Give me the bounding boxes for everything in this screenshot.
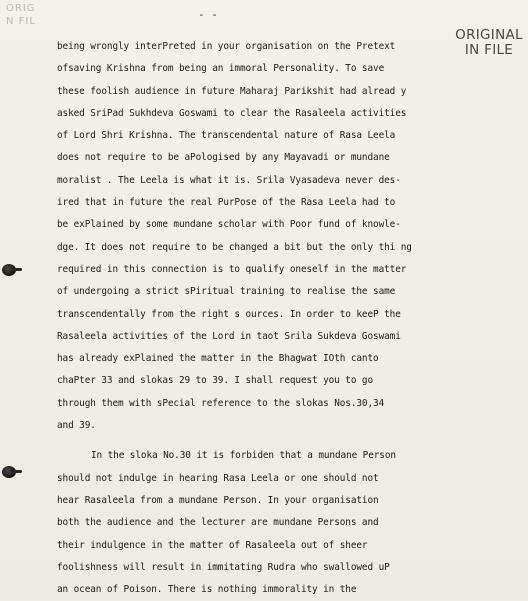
- paragraph-2-line: foolishness will result in immitating Rudra who swallowed uP: [57, 561, 390, 573]
- stamp-line-1: ORIGINAL: [455, 27, 523, 43]
- text-line: transcendentally from the right s ources. In order to keeP the: [57, 308, 401, 320]
- text-line: through them with sPecial reference to the slokas Nos.30,34: [57, 397, 385, 409]
- text-line: chaPter 33 and slokas 29 to 39. I shall request you to go: [57, 375, 374, 387]
- text-line: asked SriPad Sukhdeva Goswami to clear the Rasaleela activities: [57, 107, 407, 119]
- text-line: and 39.: [57, 420, 96, 432]
- stamp-line-2: IN FILE: [464, 42, 514, 58]
- text-line: be exPlained by some mundane scholar with Poor fund of knowle-: [57, 219, 401, 231]
- paragraph-2-line: should not indulge in hearing Rasa Leela or one should not: [57, 472, 379, 484]
- text-line: of undergoing a strict sPiritual training to realise the same: [57, 286, 396, 298]
- text-line: does not require to be aPologised by any Mayavadi or mundane: [57, 152, 390, 164]
- original-in-file-stamp: [452, 28, 526, 58]
- paragraph-2-line: In the sloka No.30 it is forbiden that a mundane Person: [91, 450, 396, 462]
- text-line: ofsaving Krishna from being an immoral Personality. To save: [57, 63, 385, 75]
- text-line: Rasaleela activities of the Lord in taot Srila Sukdeva Goswami: [57, 330, 401, 342]
- paragraph-2-line: both the audience and the lecturer are mundane Persons and: [57, 517, 379, 529]
- text-line: these foolish audience in future Maharaj Parikshit had alread y: [57, 85, 407, 97]
- page-number-mark: - -: [198, 8, 218, 21]
- paragraph-2-line: their indulgence in the matter of Rasaleela out of sheer: [57, 539, 368, 551]
- text-line: being wrongly interPreted in your organisation on the Pretext: [57, 41, 396, 52]
- text-line: dge. It does not require to be changed a bit but the only thi ng: [57, 241, 412, 253]
- bleed-through-text: ORIG N FIL: [6, 3, 36, 27]
- letter-body: [57, 36, 463, 601]
- text-line: ired that in future the real PurPose of the Rasa Leela had to: [57, 197, 396, 209]
- paragraph-2-line: an ocean of Poison. There is nothing immorality in the: [57, 584, 357, 596]
- text-line: has already exPlained the matter in the Bhagwat IOth canto: [57, 353, 379, 365]
- text-line: required in this connection is to qualify oneself in the matter: [57, 263, 407, 275]
- punch-hole-icon: [2, 264, 16, 276]
- text-line: of Lord Shri Krishna. The transcendental nature of Rasa Leela: [57, 130, 396, 142]
- text-line: moralist . The Leela is what it is. Srila Vyasadeva never des-: [57, 174, 401, 186]
- paragraph-2-line: hear Rasaleela from a mundane Person. In your organisation: [57, 494, 379, 506]
- punch-hole-icon: [2, 466, 16, 478]
